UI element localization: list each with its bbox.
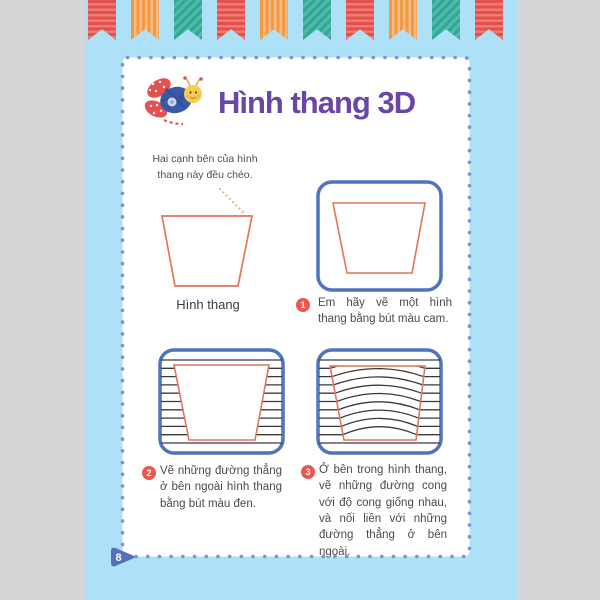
step-1-badge: 1 [296,298,310,312]
panel-step3-curves [316,348,443,455]
ladybug-mascot-icon [144,74,206,130]
page-number: 8 [115,552,122,564]
figure-label: Hình thang [176,297,240,312]
page-number-tab [106,543,140,571]
step-3-text: Ở bên trong hình thang, vẽ những đường cong với độ cong giống nhau, và nối liền với những đường thẳng ở bên ngoài. [319,464,447,558]
step-2-text: Vẽ những đường thẳng ở bên ngoài hình thang bằng bút màu đen. [160,465,282,510]
page-title: Hình thang 3D [218,85,416,120]
step-3-badge: 3 [301,465,315,479]
panel-step2-lines [158,348,285,455]
annotation-text: Hai cạnh bên của hình thang này đều chéo. [152,153,258,182]
trapezoid-figure [152,208,264,292]
step-2-badge: 2 [142,466,156,480]
step-1-text: Em hãy vẽ một hình thang bằng bút màu cam. [318,297,452,326]
panel-step1-trapezoid [316,180,443,292]
